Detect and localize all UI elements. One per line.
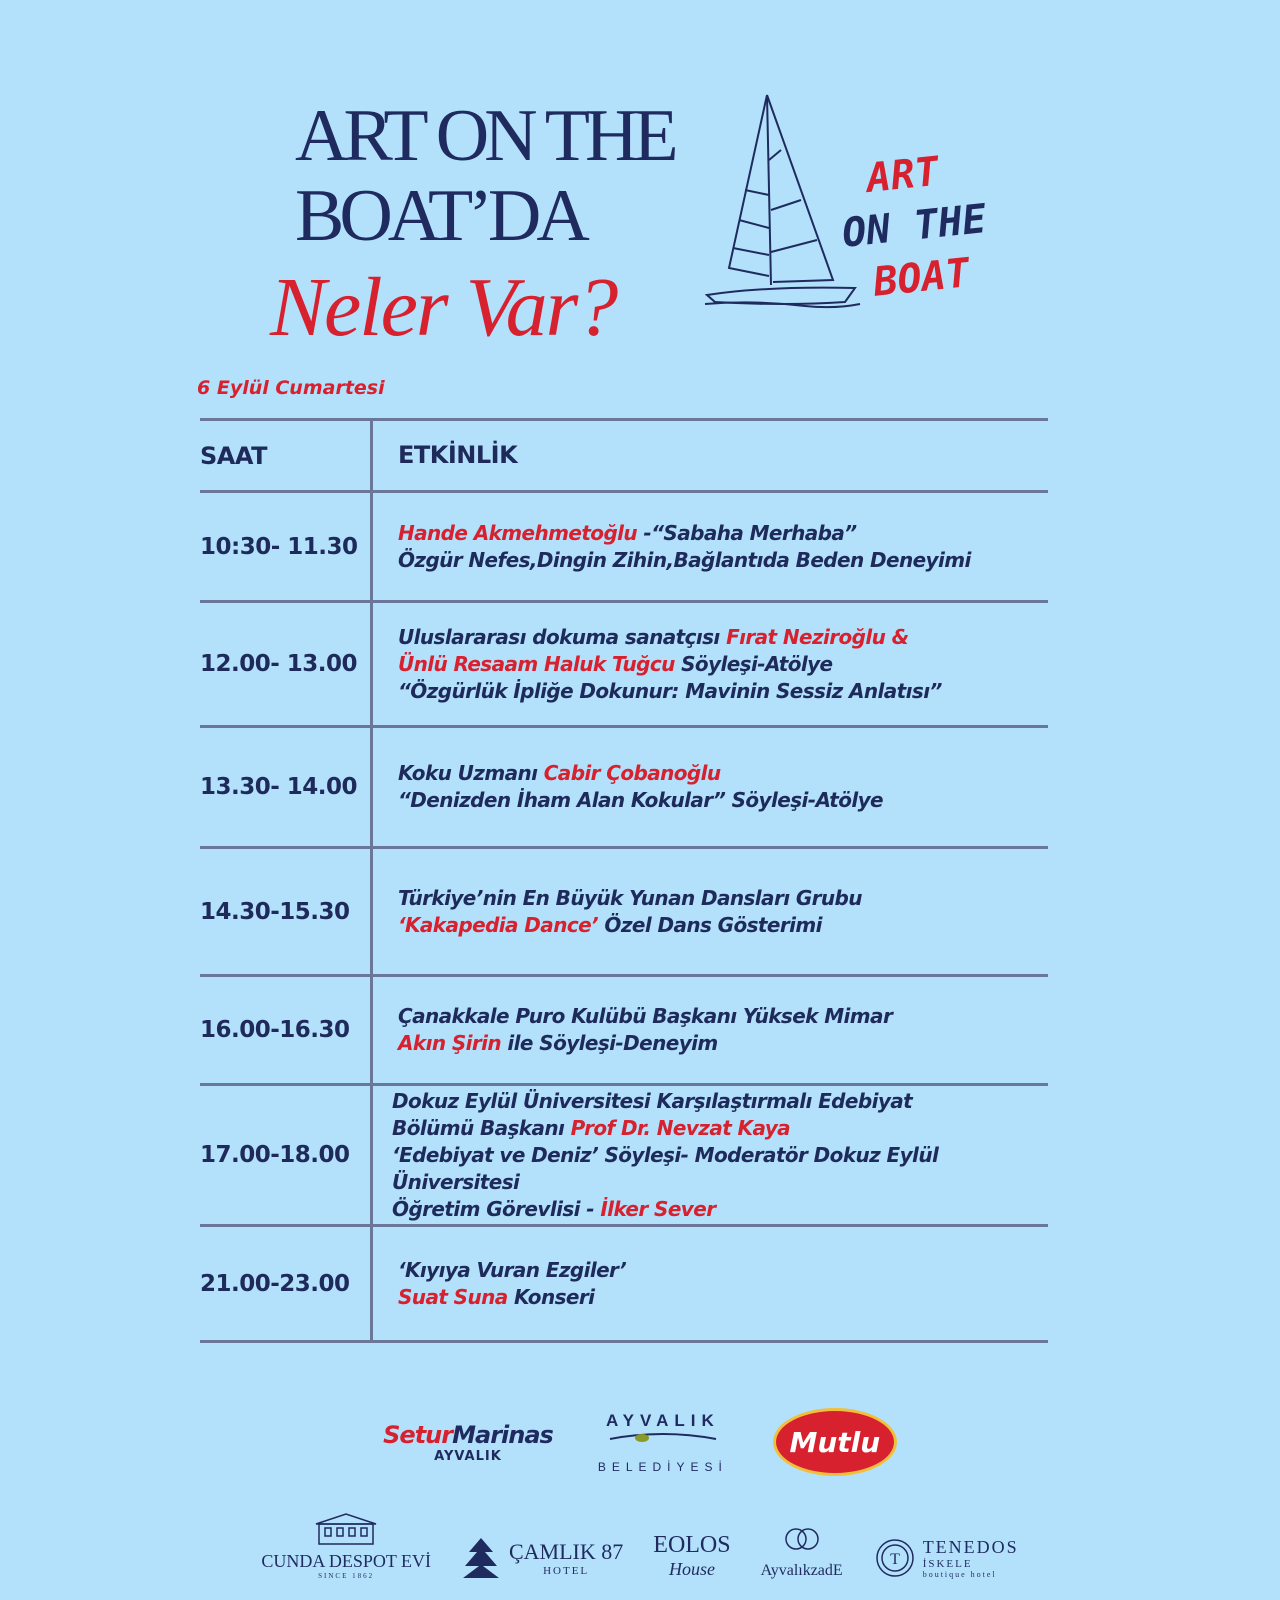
cunda-name: CUNDA DESPOT EVİ <box>261 1551 431 1571</box>
activity-line <box>392 1088 1048 1115</box>
stamp-on-the: ON THE <box>840 195 989 257</box>
eolos-house: House <box>668 1559 715 1579</box>
cunda-since: SINCE 1862 <box>318 1572 375 1580</box>
camlik-name: ÇAMLIK 87 <box>509 1539 624 1564</box>
table-row <box>200 728 1048 846</box>
time-header: SAAT <box>200 441 267 470</box>
activity-line <box>398 1257 626 1284</box>
activity-text: Türkiye’nin En Büyük Yunan Dansları Grubu <box>398 885 862 910</box>
camlik-hotel: HOTEL <box>543 1565 590 1577</box>
activity-text: Dokuz Eylül Üniversitesi Karşılaştırmalı Edebiyat <box>392 1088 913 1113</box>
ayvalikzade-logo <box>761 1521 843 1580</box>
activity-line <box>392 1196 1048 1223</box>
activity-text: ‘Kıyıya Vuran Ezgiler’ <box>398 1257 627 1282</box>
ayvalik-text: AYVALIK <box>605 1410 720 1430</box>
art-on-the-boat-logo <box>842 141 994 310</box>
monogram-icon <box>782 1521 822 1557</box>
activity-text: Özel Dans Gösterimi <box>598 912 822 937</box>
title-line-2: BOAT’DA <box>295 175 585 257</box>
activity-line <box>398 912 862 939</box>
activity-line <box>398 1284 626 1311</box>
eolos-name: EOLOS <box>653 1532 731 1558</box>
table-row <box>200 603 1048 725</box>
highlighted-name: Hande Akmehmetoğlu <box>398 520 638 545</box>
activity-cell <box>370 1257 626 1311</box>
activity-cell <box>370 520 971 574</box>
mutlu-logo: Mutlu <box>773 1408 897 1476</box>
activity-line <box>392 1142 1048 1196</box>
ayvalikzade-name: AyvalıkzadE <box>760 1562 843 1579</box>
activity-text: Söyleşi-Atölye <box>674 651 833 676</box>
activity-line <box>398 624 942 651</box>
activity-line <box>398 651 942 678</box>
activity-line <box>398 760 883 787</box>
activity-text: -“Sabaha Merhaba” <box>637 520 857 545</box>
pine-tree-icon <box>461 1536 501 1580</box>
time-cell: 13.30- 14.00 <box>200 774 358 800</box>
highlighted-name: İlker Sever <box>600 1196 716 1221</box>
title-line-3: Neler Var? <box>270 261 617 354</box>
activity-text: Konseri <box>507 1284 595 1309</box>
tenedos-emblem-icon <box>873 1536 917 1580</box>
highlighted-name: Prof Dr. Nevzat Kaya <box>570 1115 791 1140</box>
tenedos-boutique: boutique hotel <box>922 1570 997 1579</box>
activity-line <box>398 520 971 547</box>
activity-text: “Denizden İham Alan Kokular” Söyleşi-Atölye <box>398 788 883 812</box>
activity-line <box>398 1030 892 1057</box>
highlighted-name: Cabir Çobanoğlu <box>543 761 721 785</box>
time-cell: 12.00- 13.00 <box>200 651 358 677</box>
highlighted-name: Akın Şirin <box>398 1031 502 1055</box>
tenedos-iskele-logo <box>873 1536 1019 1580</box>
table-row <box>200 849 1048 974</box>
activity-text: Uluslararası dokuma sanatçısı <box>398 624 727 649</box>
time-cell: 16.00-16.30 <box>200 1017 350 1043</box>
stamp-art: ART <box>864 148 942 202</box>
activity-text: Çanakkale Puro Kulübü Başkanı Yüksek Mimar <box>398 1004 893 1028</box>
activity-cell <box>370 760 883 814</box>
building-icon <box>311 1512 381 1546</box>
time-cell: 14.30-15.30 <box>200 898 350 925</box>
camlik-87-logo <box>461 1536 623 1580</box>
table-row <box>200 1086 1048 1224</box>
setur-sub: AYVALIK <box>434 1448 502 1464</box>
setur-word: Setur <box>383 1420 453 1449</box>
table-header <box>200 421 1048 490</box>
table-row <box>200 977 1048 1083</box>
activity-line <box>398 787 883 814</box>
activity-line <box>392 1115 1048 1142</box>
tenedos-iskele: İSKELE <box>922 1558 973 1570</box>
title-line-1: ART ON THE <box>295 95 674 177</box>
activity-text: Öğretim Görevlisi - <box>392 1196 601 1221</box>
cunda-despot-evi-logo <box>261 1512 431 1580</box>
tenedos-name: TENEDOS <box>922 1537 1019 1557</box>
activity-cell <box>370 1003 892 1057</box>
activity-text: “Özgürlük İpliğe Dokunur: Mavinin Sessiz Anlatısı” <box>398 678 942 703</box>
setur-marinas-logo <box>383 1421 553 1464</box>
activity-cell <box>364 1088 1048 1223</box>
schedule-table <box>200 418 1048 1343</box>
activity-text: ‘Edebiyat ve Deniz’ Söyleşi- Moderatör Dokuz Eylül Üniversitesi <box>392 1142 939 1194</box>
table-row <box>200 493 1048 600</box>
time-cell: 10:30- 11.30 <box>200 533 358 560</box>
divider <box>200 1340 1048 1343</box>
activity-text: Koku Uzmanı <box>398 761 544 785</box>
activity-text: Bölümü Başkanı <box>392 1115 571 1140</box>
activity-text: Özgür Nefes,Dingin Zihin,Bağlantıda Beden Deneyimi <box>398 547 971 572</box>
svg-text:T: T <box>889 1551 900 1568</box>
activity-line <box>398 1003 892 1030</box>
activity-cell <box>370 885 862 939</box>
marinas-word: Marinas <box>452 1420 553 1449</box>
ayvalik-belediyesi-logo <box>598 1411 728 1474</box>
activity-line <box>398 885 862 912</box>
eolos-house-logo <box>653 1532 730 1580</box>
activity-line <box>398 547 971 574</box>
activity-text: ile Söyleşi-Deneyim <box>501 1031 718 1055</box>
highlighted-name: Ünlü Resaam Haluk Tuğcu <box>398 651 675 676</box>
page-title <box>270 96 674 354</box>
time-cell: 17.00-18.00 <box>200 1142 350 1168</box>
sailboat-icon <box>705 90 865 310</box>
time-cell: 21.00-23.00 <box>200 1270 350 1297</box>
activity-cell <box>370 624 942 705</box>
olive-branch-icon <box>608 1431 718 1445</box>
highlighted-name: Suat Suna <box>398 1284 508 1309</box>
partner-logos <box>0 1512 1280 1580</box>
activity-line <box>398 678 942 705</box>
stamp-boat: BOAT <box>871 250 972 306</box>
table-row <box>200 1227 1048 1340</box>
activity-header: ETKİNLİK <box>398 441 518 469</box>
main-sponsors <box>0 1408 1280 1476</box>
event-date: 6 Eylül Cumartesi <box>197 377 385 399</box>
highlighted-name: Fırat Neziroğlu & <box>726 624 909 649</box>
highlighted-name: ‘Kakapedia Dance’ <box>398 912 599 937</box>
belediyesi-text: BELEDİYESİ <box>597 1459 728 1474</box>
column-divider <box>370 418 373 1343</box>
